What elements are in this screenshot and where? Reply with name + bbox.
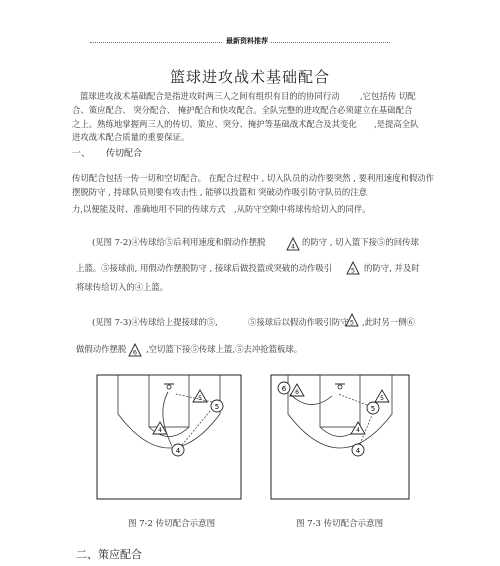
player-4-mark: [352, 444, 364, 456]
fig1-defender-5-label: 5: [198, 395, 202, 402]
fig2-defender-6-label: 6: [295, 389, 299, 396]
figure-7-2-caption: 图 7-2 传切配合示意图: [128, 519, 216, 529]
court-boundary: [97, 375, 241, 499]
defender-5-mark: [375, 390, 389, 402]
para1-line-2: 摆脱防守 , 持球队员则要有攻击性 , 能够以投篮和 突破动作吸引防守队员的注意: [72, 187, 368, 197]
fig2-player-4-label: 4: [355, 447, 361, 455]
player-5-mark: [211, 400, 223, 412]
cut-path-4: [163, 392, 172, 446]
intro-line-2: 合、策应配合、 突分配合、 掩护配合和快攻配合。全队完整的进攻配合必须建立在基础配合: [72, 105, 413, 115]
para1-line-1: 传切配合包括一传一切和空切配合。 在配合过程中 , 切入队员的动作要突然 , 要利用速度和假动作: [72, 173, 435, 183]
defender-6-icon: [128, 339, 141, 358]
defender-5b-label: 5: [349, 318, 355, 327]
para3-line-1c: ,此时另一侧⑥: [362, 317, 415, 327]
player-5-mark: [367, 402, 379, 414]
fig1-player-4-label: 4: [175, 447, 181, 455]
para3-line-1b: ⑤接球后以假动作吸引防守: [248, 317, 349, 327]
para3-line-2b: ,空切篮下接⑤传球上篮,⑤去冲抢篮板球。: [146, 344, 303, 354]
intro-line-1b: ,它包括传 切配: [360, 91, 416, 101]
fig2-player-6-label: 6: [281, 385, 287, 393]
section1-title: 传切配合: [106, 149, 143, 159]
para3-line-1a: (见图 7-3)④传球给上提接球的⑤,: [92, 317, 218, 327]
player-4-mark: [172, 444, 184, 456]
intro-line-1a: 篮球进攻战术基础配合是指进攻时两三人之间有组织有目的的协同行动: [80, 91, 340, 101]
figure-7-2-diagram: [96, 374, 242, 500]
para2-line-1a: (见图 7-2)④传球给⑤后利用速度和假动作摆脱: [92, 237, 266, 247]
intro-line-4: 进攻战术配合质量的重要保证。: [72, 132, 190, 142]
free-throw-lane: [149, 375, 189, 427]
page-title: 篮球进攻战术基础配合: [169, 68, 330, 86]
fig2-player-5-label: 5: [370, 405, 376, 413]
defender-6-label: 6: [132, 348, 138, 357]
para1-line-3a: 力,以便能及时、准确地用不同的传球方式: [72, 204, 226, 214]
free-throw-lane: [320, 375, 360, 427]
para2-line-2b: 的防守, 并及时: [364, 263, 420, 273]
basket: [338, 385, 342, 389]
defender-5-label: 5: [350, 266, 356, 275]
para2-line-2a: 上篮。⑤接球前, 用假动作摆脱防守 , 接球后做投篮或突破的动作吸引: [76, 263, 333, 273]
basket: [167, 385, 171, 389]
defender-4-mark: [351, 422, 365, 434]
defender-6-mark: [290, 384, 304, 396]
defender-4-icon: [286, 233, 299, 252]
para1-line-3b: ,从防守空隙中将球传给切入的同伴。: [234, 204, 371, 214]
fig1-defender-4-label: 4: [158, 427, 162, 434]
section1-number: 一、: [72, 149, 91, 159]
intro-line-3b: ,是提高全队: [374, 119, 419, 129]
player-6-mark: [278, 382, 290, 394]
three-point-line: [118, 375, 220, 448]
para3-line-2a: 做假动作摆脱: [76, 344, 127, 354]
para2-line-1b: 的防守 , 切入篮下接⑤的回传球: [302, 237, 419, 247]
defender-5-icon: [346, 257, 359, 276]
pass-5-to-6: [338, 394, 367, 405]
fig1-player-5-label: 5: [214, 403, 220, 411]
defender-4-label: 4: [290, 242, 296, 251]
intro-line-3a: 之上。熟练地掌握两三人的传切、策应、突分、掩护等基础战术配合及其变化: [72, 119, 357, 129]
section2-title: 二、策应配合: [76, 548, 142, 561]
header-label: 最新资料推荐: [223, 36, 271, 46]
para2-line-3: 将球传给切入的④上篮。: [76, 282, 169, 292]
defender-5-icon-b: [345, 309, 358, 328]
fig2-defender-4-label: 4: [356, 427, 360, 434]
pass-4-to-5: [182, 410, 211, 445]
figure-7-3-diagram: [270, 374, 410, 500]
figure-7-3-caption: 图 7-3 传切配合示意图: [296, 519, 384, 529]
fig2-defender-5-label: 5: [380, 395, 384, 402]
